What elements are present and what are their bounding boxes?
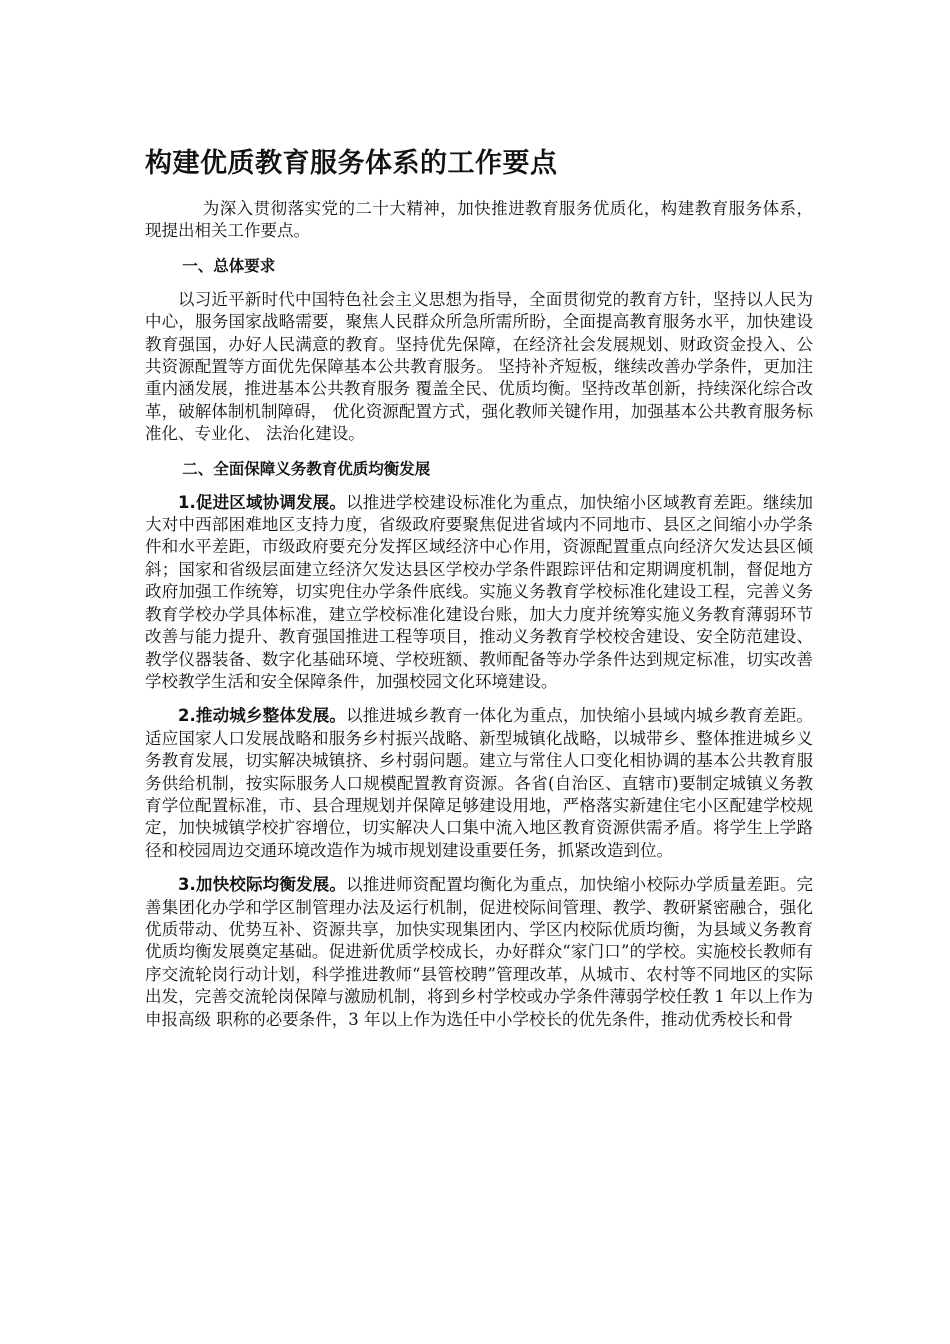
item-1-lead: 1.促进区域协调发展。 (178, 492, 347, 512)
intro-paragraph: 为深入贯彻落实党的二十大精神，加快推进教育服务优质化，构建教育服务体系，现提出相关工作要点。 (145, 199, 813, 241)
item-2-body: 以推进城乡教育一体化为重点，加快缩小县域内城乡教育差距。适应国家人口发展战略和服务乡村振兴战略、新型城镇化战略，以城带乡、整体推进城乡义务教育发展，切实解决城镇挤、乡村弱问题。建立与常住人口变化相协调的基本公共教育服务供给机制，按实际服务人口规模配置教育资源。各省(自治区、直辖市)要制定城镇义务教育学位配置标准，市、县合理规划并保障足够建设用地，严格落实新建住宅小区配建学校规定，加快城镇学校扩容增位，切实解决人口集中流入地区教育资源供需矛盾。将学生上学路径和校园周边交通环境改造作为城市规划建设重要任务，抓紧改造到位。 (145, 706, 814, 860)
item-1-body: 以推进学校建设标准化为重点，加快缩小区域教育差距。继续加大对中西部困难地区支持力度，省级政府要聚焦促进省域内不同地市、县区之间缩小办学条件和水平差距，市级政府要充分发挥区域经济中心作用，资源配置重点向经济欠发达县区倾斜；国家和省级层面建立经济欠发达县区学校办学条件跟踪评估和定期调度机制，督促地方政府加强工作统筹，切实兜住办学条件底线。实施义务教育学校标准化建设工程，完善义务教育学校办学具体标准，建立学校标准化建设台账，加大力度并统筹实施义务教育薄弱环节改善与能力提升、教育强国推进工程等项目，推动义务教育学校校舍建设、安全防范建设、教学仪器装备、数字化基础环境、学校班额、教师配备等办学条件达到规定标准，切实改善学校教学生活和安全保障条件，加强校园文化环境建设。 (145, 492, 814, 691)
section-2-item-1 (145, 492, 813, 694)
section-1-paragraph: 以习近平新时代中国特色社会主义思想为指导，全面贯彻党的教育方针，坚持以人民为中心，服务国家战略需要，聚焦人民群众所急所需所盼，全面提高教育服务水平，加快建设教育强国，办好人民满意的教育。坚持优先保障，在经济社会发展规划、财政资金投入、公共资源配置等方面优先保障基本公共教育服务。 坚持补齐短板，继续改善办学条件，更加注重内涵发展，推进基本公共教育服务 覆盖全民、优质均衡。坚持改革创新，持续深化综合改革，破解体制机制障碍， 优化资源配置方式，强化教师关键作用，加强基本公共教育服务标准化、专业化、 法治化建设。 (145, 289, 813, 444)
section-1-heading: 一、总体要求 (182, 256, 276, 275)
section-2-item-3 (145, 874, 813, 1031)
document-body (145, 198, 813, 1031)
item-2-lead: 2.推动城乡整体发展。 (178, 706, 347, 726)
item-3-body: 以推进师资配置均衡化为重点，加快缩小校际办学质量差距。完善集团化办学和学区制管理办法及运行机制，促进校际间管理、教学、教研紧密融合，强化优质带动、优势互补、资源共享，加快实现集团内、学区内校际优质均衡，为县域义务教育优质均衡发展奠定基础。促进新优质学校成长，办好群众“家门口”的学校。实施校长教师有序交流轮岗行动计划，科学推进教师“县管校聘”管理改革，从城市、农村等不同地区的实际出发，完善交流轮岗保障与激励机制，将到乡村学校或办学条件薄弱学校任教 1 年以上作为申报高级 职称的必要条件，3 年以上作为选任中小学校长的优先条件，推动优秀校长和骨 (145, 875, 814, 1029)
item-3-lead: 3.加快校际均衡发展。 (178, 875, 347, 895)
document-title: 构建优质教育服务体系的工作要点 (145, 148, 558, 179)
section-2-heading: 二、全面保障义务教育优质均衡发展 (182, 459, 431, 478)
section-2-item-2 (145, 705, 813, 862)
